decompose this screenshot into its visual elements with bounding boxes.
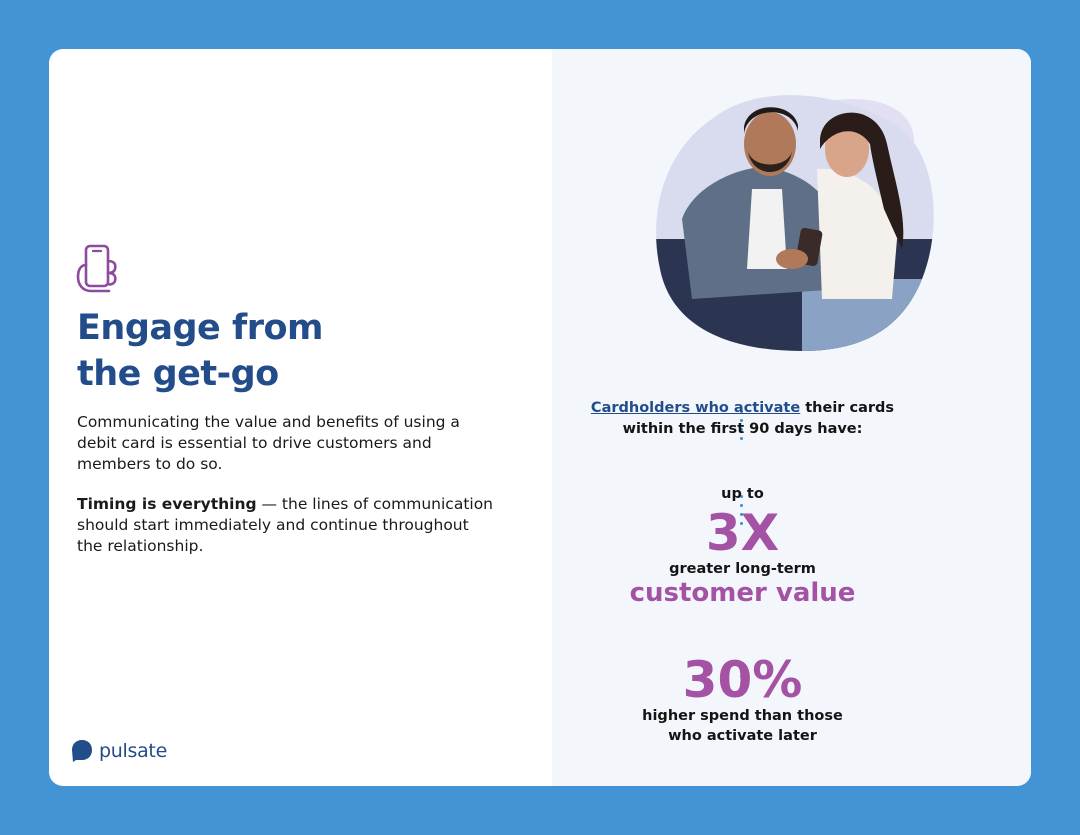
couple-photo xyxy=(652,89,942,359)
title-line-2: the get-go xyxy=(77,354,279,394)
higher-line-1: higher spend than those xyxy=(642,708,843,724)
activation-intro xyxy=(503,398,982,440)
higher-line-2: who activate later xyxy=(668,728,817,744)
greater-label: greater long-term xyxy=(669,561,816,577)
page-title xyxy=(77,305,497,397)
multiplier-stat: 3X xyxy=(705,504,780,562)
pulsate-logo-icon xyxy=(71,739,93,763)
pulsate-logo xyxy=(71,736,167,766)
upto-label: up to xyxy=(721,486,764,502)
title-line-1: Engage from xyxy=(77,308,323,348)
cardholders-link[interactable]: Cardholders who activate xyxy=(590,400,801,416)
intro-paragraph: Communicating the value and benefits of using a debit card is essential to drive customers and members to do so. xyxy=(77,413,460,473)
timing-rest: — the lines of communication should start immediately and continue throughout the relationship. xyxy=(77,495,494,555)
intro-rest: their cards xyxy=(800,400,895,416)
timing-bold: Timing is everything xyxy=(77,495,257,513)
customer-value-label: customer value xyxy=(629,578,856,608)
intro-line-2: within the first 90 days have: xyxy=(622,421,863,437)
logo-text: pulsate xyxy=(99,740,167,762)
phone-in-hand-icon xyxy=(75,243,121,295)
higher-spend-label xyxy=(503,706,982,746)
timing-paragraph xyxy=(77,494,497,557)
percent-stat: 30% xyxy=(682,651,803,709)
